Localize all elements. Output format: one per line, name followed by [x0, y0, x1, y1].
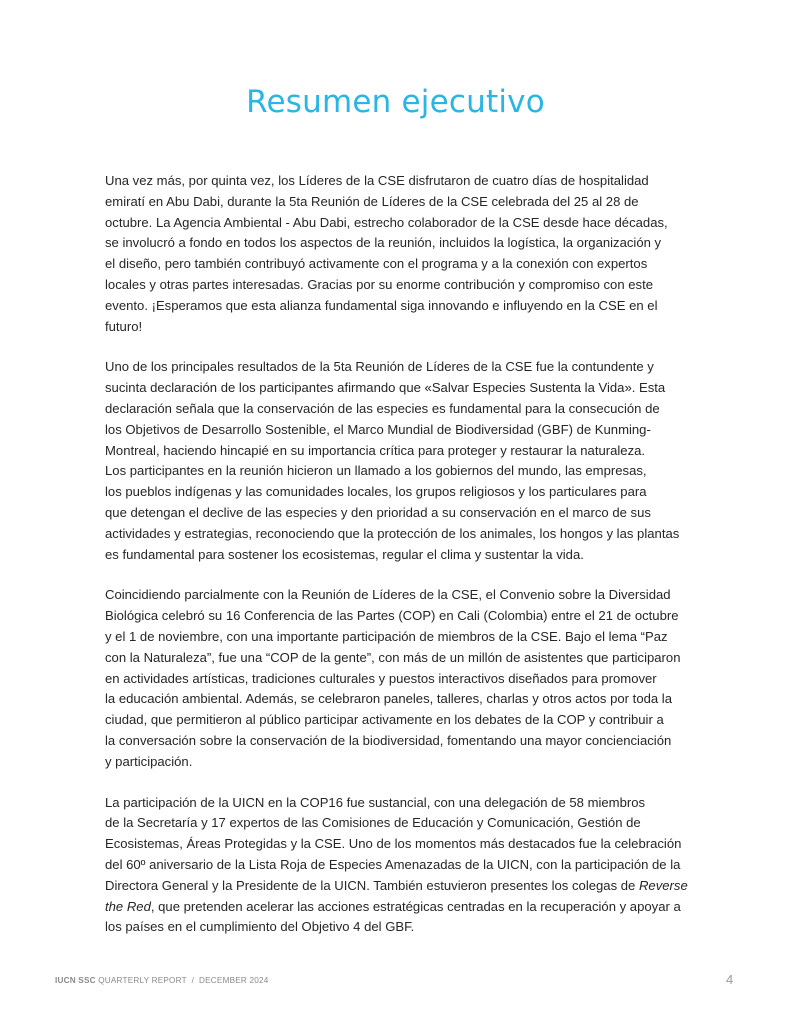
footer-label	[55, 976, 269, 985]
text-line: del 60º aniversario de la Lista Roja de Especies Amenazadas de la UICN, con la participación de la	[105, 856, 681, 872]
text-line: y participación.	[105, 753, 193, 769]
italic-term: Reverse	[638, 877, 688, 893]
text-line: en actividades artísticas, tradiciones culturales y puestos interactivos diseñados para promover	[105, 670, 657, 686]
text-line: Montreal, haciendo hincapié en su importancia crítica para proteger y restaurar la naturaleza.	[105, 442, 646, 458]
text-line: es fundamental para sostener los ecosistemas, regular el clima y sustentar la vida.	[105, 546, 584, 562]
text-line: emiratí en Abu Dabi, durante la 5ta Reunión de Líderes de la CSE celebrada del 25 al 28 de	[105, 193, 639, 209]
text-line: evento. ¡Esperamos que esta alianza fundamental siga innovando e influyendo en la CSE en el	[105, 297, 658, 313]
text-line: Una vez más, por quinta vez, los Líderes de la CSE disfrutaron de cuatro días de hospitalidad	[105, 173, 649, 188]
text-line	[105, 876, 695, 897]
paragraph-3	[105, 585, 695, 772]
text-line: Los participantes en la reunión hicieron un llamado a los gobiernos del mundo, las empresas,	[105, 463, 647, 479]
text-line: actividades y estrategias, reconociendo que la protección de los animales, los hongos y las plantas	[105, 525, 680, 541]
text-line: de la Secretaría y 17 expertos de las Comisiones de Educación y Comunicación, Gestión de	[105, 815, 641, 831]
text-line: sucinta declaración de los participantes afirmando que «Salvar Especies Sustenta la Vida». Esta	[105, 380, 666, 396]
page-title: Resumen ejecutivo	[246, 84, 545, 120]
text-line	[105, 897, 695, 918]
footer-report: QUARTERLY REPORT / DECEMBER 2024	[95, 976, 269, 985]
text-line: el diseño, pero también contribuyó activamente con el programa y a la conexión con expertos	[105, 256, 648, 272]
text-segment: Directora General y la Presidente de la UICN. También estuvieron presentes los colegas de	[105, 877, 636, 893]
page-number: 4	[726, 972, 734, 987]
text-segment: , que pretenden acelerar las acciones estratégicas centradas en la recuperación y apoyar a	[150, 898, 681, 914]
paragraph-1	[105, 171, 695, 337]
text-line: Uno de los principales resultados de la 5ta Reunión de Líderes de la CSE fue la contundente y	[105, 359, 654, 375]
text-line: ciudad, que permitieron al público participar activamente en los debates de la COP y contribuir a	[105, 712, 664, 728]
paragraph-4	[105, 793, 695, 939]
text-line: los Objetivos de Desarrollo Sostenible, el Marco Mundial de Biodiversidad (GBF) de Kunming-	[105, 421, 651, 437]
text-line: los países en el cumplimiento del Objetivo 4 del GBF.	[105, 919, 415, 935]
text-line: que detengan el declive de las especies y den prioridad a su conservación en el marco de sus	[105, 504, 651, 520]
text-line: Ecosistemas, Áreas Protegidas y la CSE. Uno de los momentos más destacados fue la celebración	[105, 836, 682, 852]
body-text	[105, 171, 695, 958]
text-line: los pueblos indígenas y las comunidades locales, los grupos religiosos y los particulares para	[105, 484, 647, 500]
text-line: la conversación sobre la conservación de la biodiversidad, fomentando una mayor concienciación	[105, 732, 672, 748]
text-line: Biológica celebró su 16 Conferencia de las Partes (COP) en Cali (Colombia) entre el 21 de octubre	[105, 608, 679, 624]
footer-brand: IUCN SSC	[55, 976, 96, 985]
text-line: La participación de la UICN en la COP16 fue sustancial, con una delegación de 58 miembros	[105, 794, 646, 810]
text-line: locales y otras partes interesadas. Gracias por su enorme contribución y compromiso con este	[105, 276, 654, 292]
text-line: declaración señala que la conservación de las especies es fundamental para la consecución de	[105, 400, 660, 416]
text-line: y el 1 de noviembre, con una importante participación de miembros de la CSE. Bajo el lema “Paz	[105, 628, 668, 644]
text-line: se involucró a fondo en todos los aspectos de la reunión, incluidos la logística, la organización y	[105, 235, 662, 251]
text-line: octubre. La Agencia Ambiental - Abu Dabi, estrecho colaborador de la CSE desde hace décadas,	[105, 214, 668, 230]
text-line: con la Naturaleza”, fue una “COP de la gente”, con más de un millón de asistentes que participaron	[105, 649, 681, 665]
paragraph-2	[105, 357, 695, 565]
text-line: futuro!	[105, 318, 143, 334]
text-line: Coincidiendo parcialmente con la Reunión de Líderes de la CSE, el Convenio sobre la Diversidad	[105, 587, 671, 603]
text-line: la educación ambiental. Además, se celebraron paneles, talleres, charlas y otros actos por toda la	[105, 691, 672, 707]
italic-term: the Red	[105, 898, 151, 914]
